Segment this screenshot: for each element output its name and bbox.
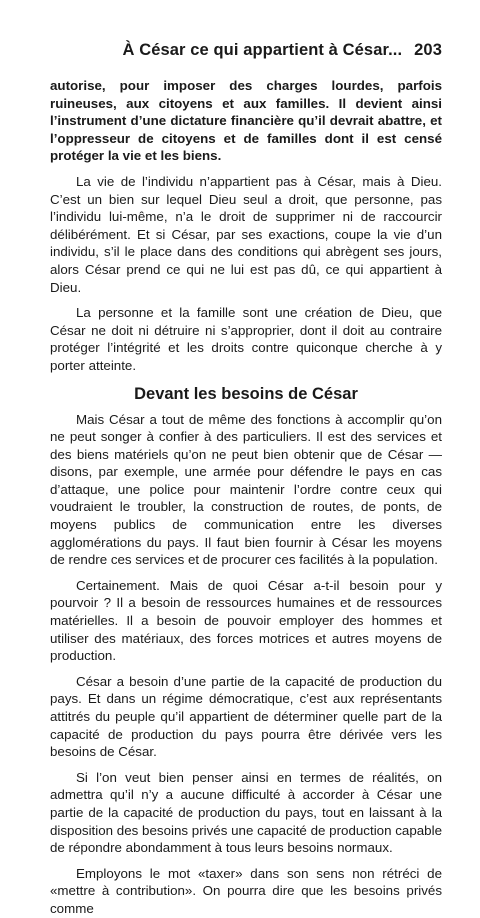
paragraph: Certainement. Mais de quoi César a-t-il besoin pour y pourvoir ? Il a besoin de ressources humaines et de ressources matérielles. Il a besoin de pouvoir employer des hommes et utiliser des matériaux, des forces motrices et autres moyens de production. [50, 577, 442, 664]
paragraph: César a besoin d’une partie de la capacité de production du pays. Et dans un régime démocratique, c’est aux représentants attitrés du peuple qu’il appartient de déterminer quelle part de la capacité de production du pays pourra être dérivée vers les besoins de César. [50, 673, 442, 760]
body-text [50, 77, 442, 918]
section-heading: Devant les besoins de César [134, 384, 358, 403]
paragraph: Employons le mot «taxer» dans son sens non rétréci de «mettre à contribution». On pourra dire que les besoins privés comme [50, 865, 442, 916]
running-header [50, 41, 442, 67]
paragraph: Mais César a tout de même des fonctions à accomplir qu’on ne peut songer à confier à des particuliers. Il est des services et des biens matériels qu’on ne peut bien obtenir que de César — disons, par exemple, une armée pour défendre le pays en cas d’attaque, une police pour maintenir l’ordre contre ceux qui voudraient le troubler, la construction de routes, de ponts, de moyens publics de communication entre les diverses agglomérations du pays. Il faut bien fournir à César les moyens de rendre ces services et de procurer ces facilités à la population. [50, 411, 442, 568]
page-number: 203 [414, 41, 442, 59]
paragraph: autorise, pour imposer des charges lourdes, parfois ruineuses, aux citoyens et aux familles. Il devient ainsi l’instrument d’une dictature financière qu’il devrait abattre, et l’oppresseur de citoyens et de familles dont il est censé protéger la vie et les biens. [50, 78, 442, 164]
paragraph: Si l’on veut bien penser ainsi en termes de réalités, on admettra qu’il n’y a aucune difficulté à accorder à César une partie de la capacité de production du pays, tout en laissant à la disposition des besoins privés une capacité de production capable de répondre abondamment à tous leurs besoins normaux. [50, 769, 442, 856]
paragraph: La personne et la famille sont une création de Dieu, que César ne doit ni détruire ni s’approprier, dont il doit au contraire protéger l’intégrité et les droits contre quiconque cherche à y porter atteinte. [50, 305, 442, 373]
book-page [50, 0, 442, 918]
running-header-title: À César ce qui appartient à César... [122, 41, 403, 59]
paragraph: La vie de l’individu n’appartient pas à César, mais à Dieu. C’est un bien sur lequel Dieu seul a droit, que personne, pas l’individu lui-même, n’a le droit de supprimer ni de raccourcir délibérément. Et si César, par ses exactions, coupe la vie d’un individu, s’il le place dans des conditions qui abrègent ses jours, alors César prend ce qui ne lui est pas dû, ce qui appartient à Dieu. [50, 173, 442, 295]
